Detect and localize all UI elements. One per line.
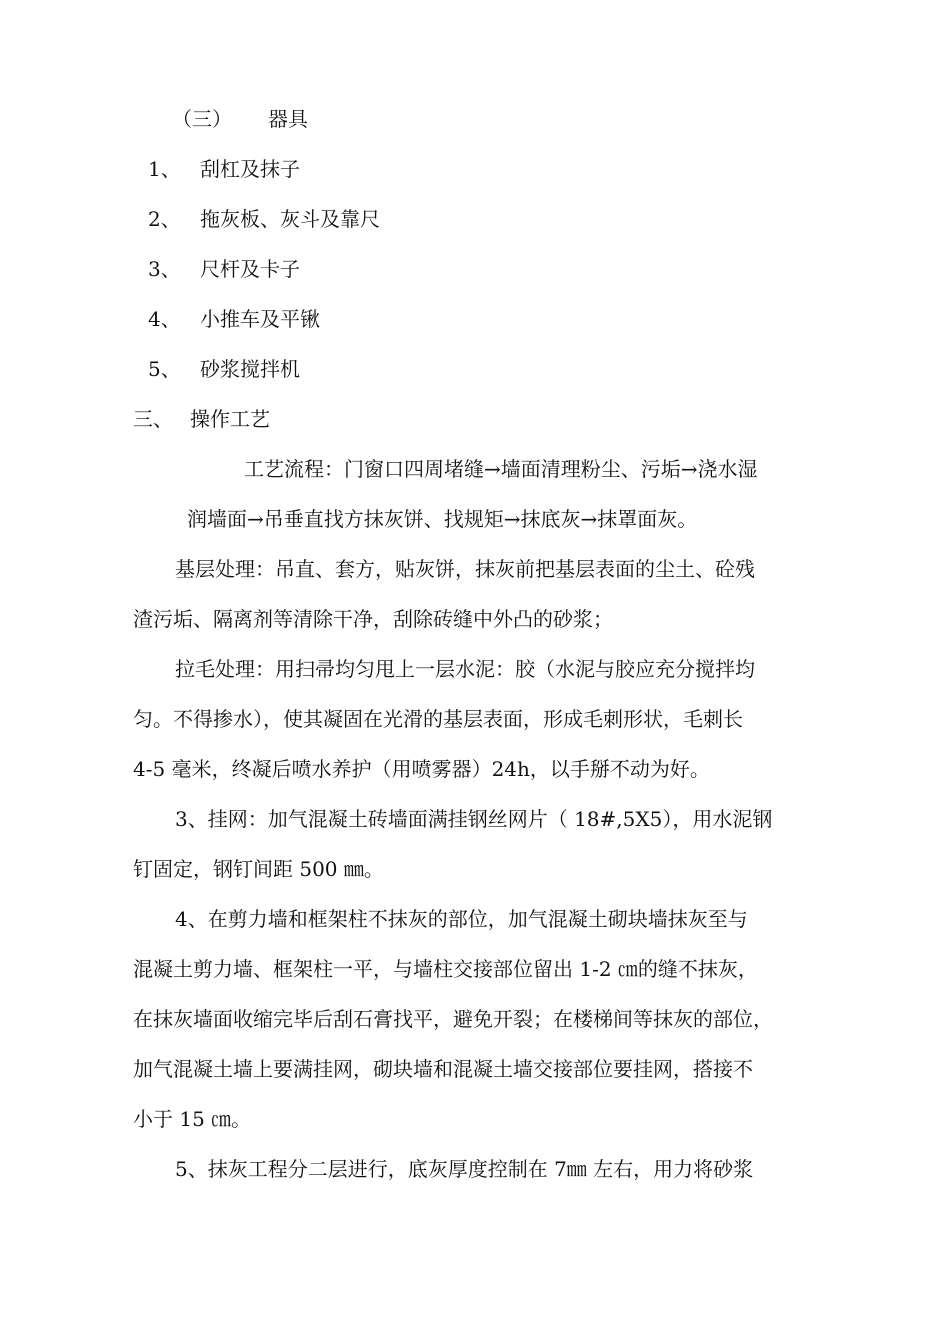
paragraph-line: 加气混凝土墙上要满挂网，砌块墙和混凝土墙交接部位要挂网，搭接不 — [133, 1057, 753, 1081]
paragraph-line: 小于 15 ㎝。 — [133, 1107, 252, 1131]
paragraph-line: 钉固定，钢钉间距 500 ㎜。 — [133, 857, 384, 881]
paragraph-line: 渣污垢、隔离剂等清除干净，刮除砖缝中外凸的砂浆； — [133, 607, 613, 631]
list-item-text: 砂浆搅拌机 — [200, 357, 300, 381]
paragraph-line: 匀。不得掺水），使其凝固在光滑的基层表面，形成毛刺形状，毛刺长 — [133, 707, 743, 731]
paragraph-line: 工艺流程：门窗口四周堵缝→墙面清理粉尘、污垢→浇水湿 — [244, 457, 758, 481]
section-heading: 操作工艺 — [190, 407, 270, 431]
list-item-number: 5、 — [148, 357, 181, 381]
paragraph-line: 3、挂网：加气混凝土砖墙面满挂钢丝网片（ 18#,5X5），用水泥钢 — [175, 807, 773, 831]
paragraph-line: 润墙面→吊垂直找方抹灰饼、找规矩→抹底灰→抹罩面灰。 — [187, 507, 698, 531]
list-item-number: 2、 — [148, 207, 181, 231]
paragraph-line: 混凝土剪力墙、框架柱一平，与墙柱交接部位留出 1-2 ㎝的缝不抹灰， — [133, 957, 758, 981]
paragraph-line: 5、抹灰工程分二层进行，底灰厚度控制在 7㎜ 左右，用力将砂浆 — [175, 1157, 754, 1181]
list-item-text: 小推车及平锹 — [200, 307, 320, 331]
section-heading: 器具 — [268, 107, 308, 131]
paragraph-line: 在抹灰墙面收缩完毕后刮石膏找平，避免开裂；在楼梯间等抹灰的部位， — [133, 1007, 773, 1031]
list-item-text: 刮杠及抹子 — [200, 157, 300, 181]
section-number: 三、 — [133, 407, 173, 431]
list-item-text: 尺杆及卡子 — [200, 257, 300, 281]
section-number: （三） — [172, 107, 232, 131]
list-item-text: 拖灰板、灰斗及靠尺 — [200, 207, 380, 231]
paragraph-line: 4-5 毫米，终凝后喷水养护（用喷雾器）24h，以手掰不动为好。 — [133, 757, 710, 781]
list-item-number: 3、 — [148, 257, 181, 281]
list-item-number: 4、 — [148, 307, 181, 331]
paragraph-line: 拉毛处理：用扫帚均匀甩上一层水泥：胶（水泥与胶应充分搅拌均 — [175, 657, 755, 681]
paragraph-line: 基层处理：吊直、套方，贴灰饼，抹灰前把基层表面的尘土、砼残 — [175, 557, 755, 581]
list-item-number: 1、 — [148, 157, 181, 181]
paragraph-line: 4、在剪力墙和框架柱不抹灰的部位，加气混凝土砌块墙抹灰至与 — [175, 907, 748, 931]
